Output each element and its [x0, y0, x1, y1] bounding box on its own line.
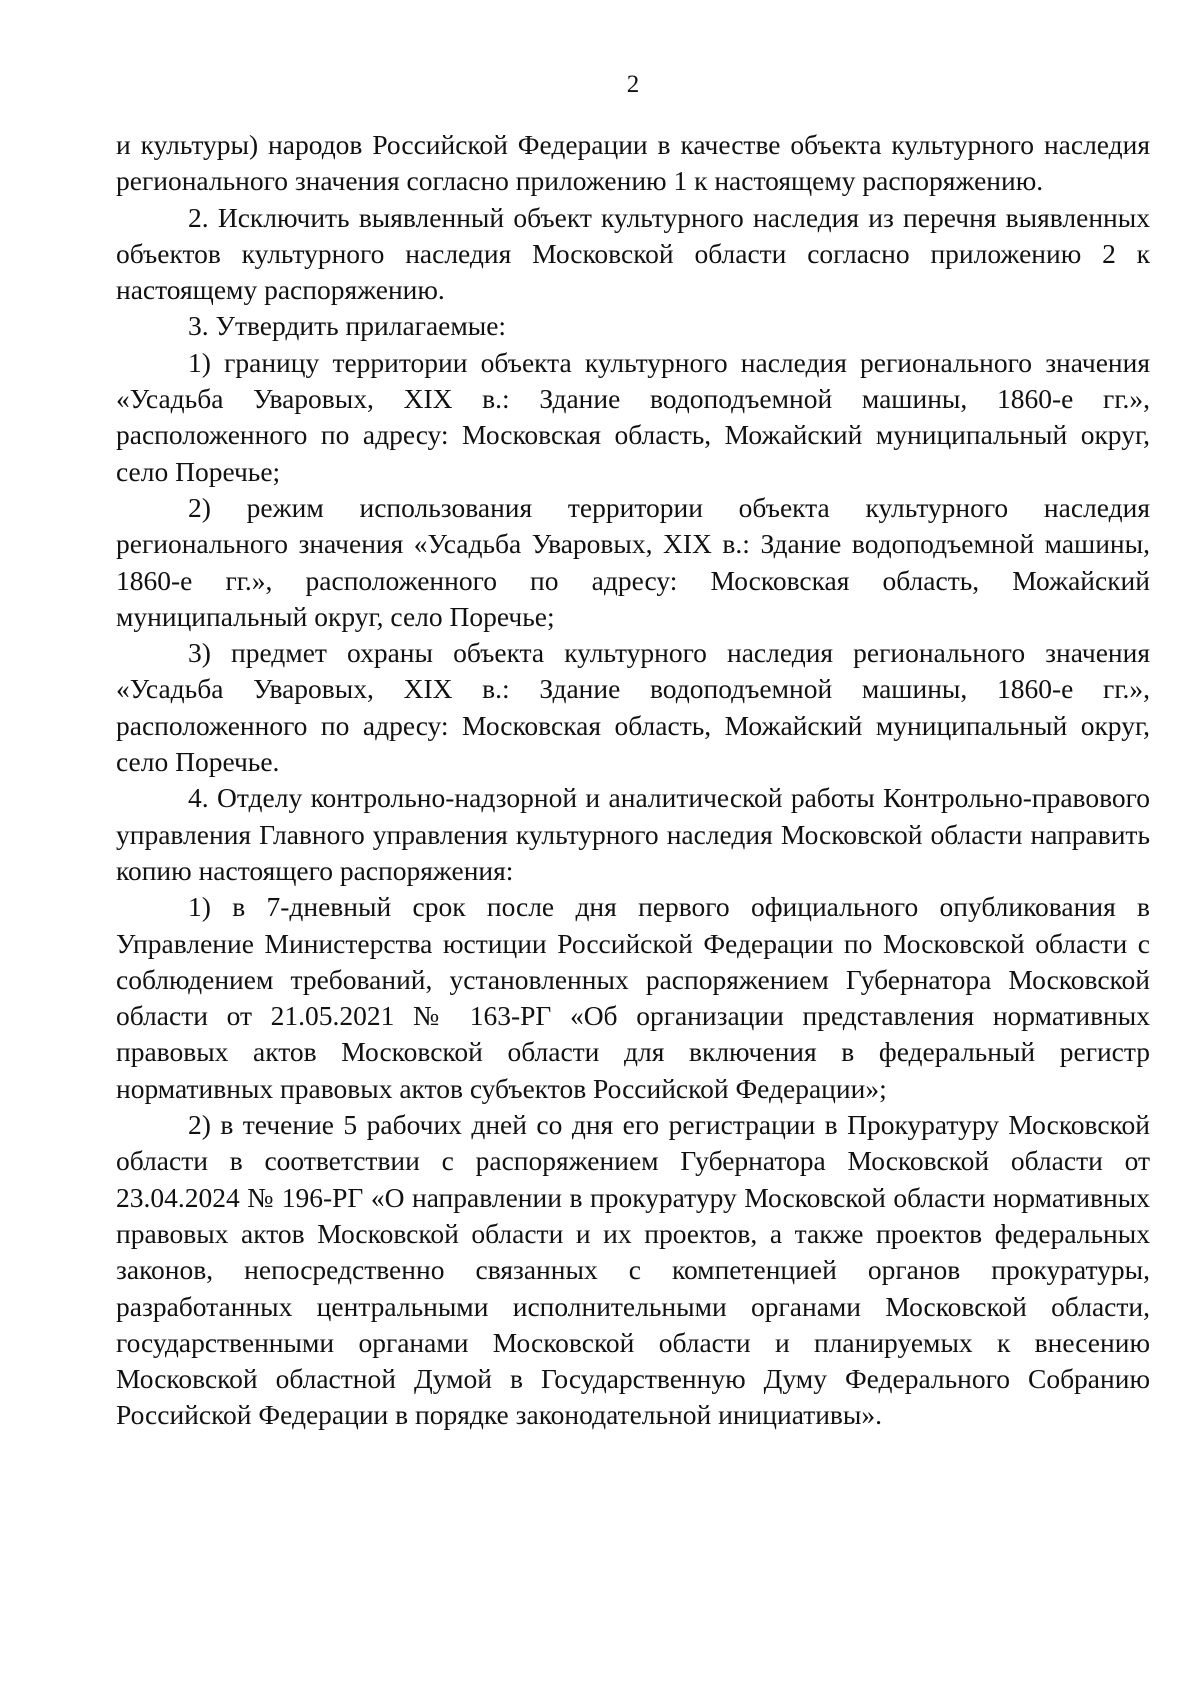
paragraph-item-3: 3. Утвердить прилагаемые: — [188, 310, 507, 342]
document-page — [116, 0, 1150, 1698]
paragraph-subitem-3-3: 3) предмет охраны объекта культурного наследия регионального значения «Усадьба Уваровых, XIX в.: Здание водоподъемной машины, 1860-е гг.», расположенного по адресу: Московская область, Можайский муниципальный округ, село Поречье. — [116, 637, 1150, 778]
paragraph-item-4: 4. Отделу контрольно-надзорной и аналитической работы Контрольно-правового управления Главного управления культурного наследия Московской области направить копию настоящего распоряжения: — [116, 782, 1150, 886]
paragraph-subitem-4-2: 2) в течение 5 рабочих дней со дня его регистрации в Прокуратуру Московской области в соответствии с распоряжением Губернатора Московской области от 23.04.2024 № 196-РГ «О направлении в прокуратуру Московской области нормативных правовых актов Московской области и их проектов, а также проектов федеральных законов, непосредственно связанных с компетенцией органов прокуратуры, разработанных центральными исполнительными органами Московской области, государственными органами Московской области и планируемых к внесению Московской областной Думой в Государственную Думу Федерального Собранию Российской Федерации в порядке законодательной инициативы». — [116, 1109, 1150, 1431]
paragraph-subitem-3-1: 1) границу территории объекта культурного наследия регионального значения «Усадьба Уваровых, XIX в.: Здание водоподъемной машины, 1860-е гг.», расположенного по адресу: Московская область, Можайский муниципальный округ, село Поречье; — [116, 346, 1150, 487]
paragraph-item-2: 2. Исключить выявленный объект культурного наследия из перечня выявленных объектов культурного наследия Московской области согласно приложению 2 к настоящему распоряжению. — [116, 201, 1150, 306]
paragraph-subitem-3-2: 2) режим использования территории объекта культурного наследия регионального значения «Усадьба Уваровых, XIX в.: Здание водоподъемной машины, 1860-е гг.», расположенного по адресу: Московская область, Можайский муниципальный округ, село Поречье; — [116, 491, 1150, 632]
paragraph-continuation: и культуры) народов Российской Федерации в качестве объекта культурного наследия регионального значения согласно приложению 1 к настоящему распоряжению. — [116, 129, 1150, 197]
page-number: 2 — [626, 71, 640, 98]
document-body — [116, 127, 1150, 1434]
paragraph-subitem-4-1: 1) в 7-дневный срок после дня первого официального опубликования в Управление Министерства юстиции Российской Федерации по Московской области с соблюдением требований, установленных распоряжением Губернатора Московской области от 21.05.2021 № 163-РГ «Об организации представления нормативных правовых актов Московской области для включения в федеральный регистр нормативных правовых актов субъектов Российской Федерации»; — [116, 891, 1150, 1104]
